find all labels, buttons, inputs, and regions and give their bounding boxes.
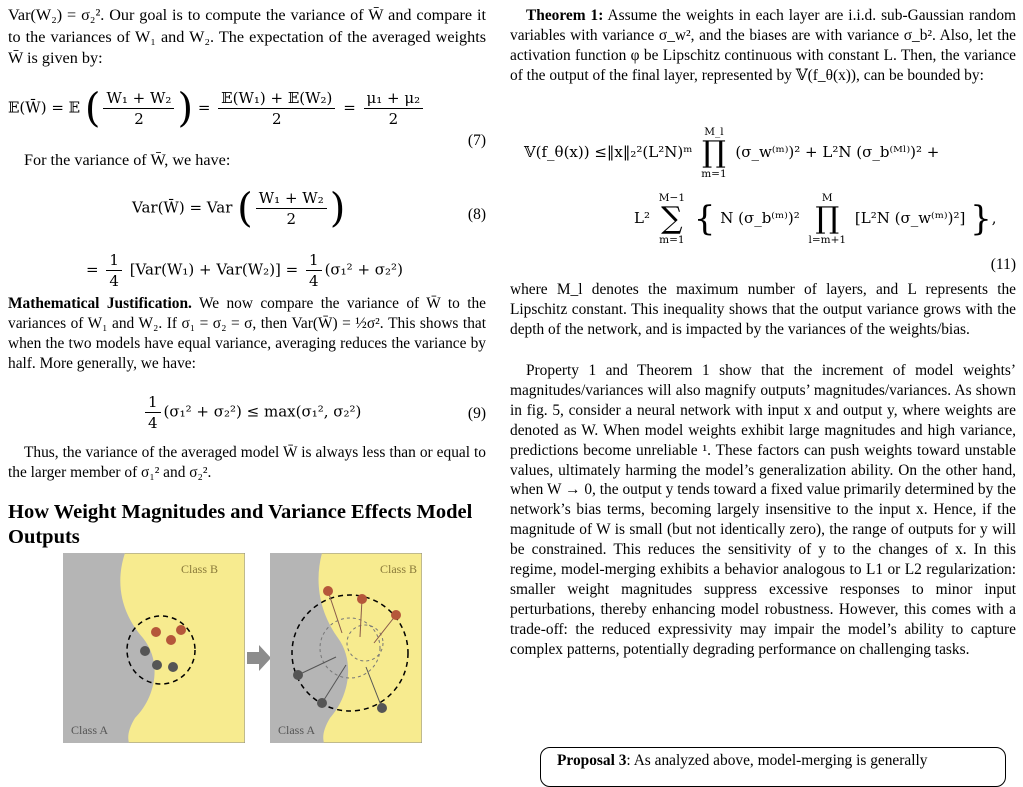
eq8b-q1-den: 4 xyxy=(109,272,119,290)
panel1-gray-dot xyxy=(168,662,178,672)
eq9-den: 4 xyxy=(148,414,158,432)
proposal-body: : As analyzed above, model-merging is generally xyxy=(626,752,928,769)
thus-paragraph: Thus, the variance of the averaged model W̄ is always less than or equal to the larger member of σ₁² and σ₂². xyxy=(8,444,486,481)
eq8b-eq-sign: = xyxy=(86,260,99,279)
panel2-red-dot xyxy=(323,586,333,596)
panel2-class-b-label: Class B xyxy=(380,562,418,576)
intro-paragraph: Var(W₂) = σ₂². Our goal is to compute the variance of W̄ and compare it to the variances of W₁ and W₂. The expectation of the averaged weights W̄ is given by: xyxy=(8,6,486,68)
eq11-prod1-bottom: m=1 xyxy=(701,168,727,180)
math-justification-title: Mathematical Justification. xyxy=(8,295,192,312)
panel2-gray-dot xyxy=(317,698,327,708)
variance-intro: For the variance of W̄, we have: xyxy=(24,151,231,169)
eq7-frac1-num: W₁ + W₂ xyxy=(103,88,174,109)
property-paragraph: Property 1 and Theorem 1 show that the increment of model weights’ magnitudes/variances will also magnify outputs’ magnitudes/variances. As shown in fig. 5, consider a neural network with input x and output y, where weights are denoted as W. When model weights exhibit large magnitudes and high variance, predictions become unreliable ¹. These factors can push weights toward unstable values, ultimately harming the model’s generalization ability. On the other hand, when W → 0, the output y tends toward a fixed value primarily determined by the network’s bias terms, becoming largely insensitive to the input x. Hence, if the magnitude of W is small (but not identically zero), the range of outputs for y will be constrained. This reduces the sensitivity of y to the changes of x. In this regime, model-merging exhibits a behavior analogous to L1 or L2 regularization: smaller weight magnitudes suppress excessive responses to minor input perturbations, thereby enhancing model robustness. However, this comes with a trade-off: the reduced expressivity may impair the model’s ability to capture complex patterns, potentially degrading performance on challenging tasks. xyxy=(510,362,1016,658)
panel1-gray-dot xyxy=(152,660,162,670)
equation-7: 𝔼(W̄) = 𝔼 ( $\frac{\text{W₁ + W₂}}{2}$ ) = $\frac{\text{𝔼(W₁) + 𝔼(W₂)}}{2}$ = $\frac{\text{μ₁ + μ₂}}{2}$ xyxy=(8,88,426,129)
eq8b-tail: (σ₁² + σ₂²) xyxy=(324,260,403,279)
eq7-frac2-den: 2 xyxy=(272,110,282,128)
equation-11-line1: 𝕍(f_θ(x)) ≤‖x‖₂²(L²N)ᵐ M_l ∏ m=1 (σ_w⁽ᵐ⁾)² + L²N (σ_b⁽ᴹˡ⁾)² + xyxy=(524,126,940,180)
eq7-frac3-num: μ₁ + μ₂ xyxy=(364,88,424,109)
panel2-class-a-label: Class A xyxy=(278,723,316,737)
eq8-den: 2 xyxy=(286,210,297,228)
theorem-title: Theorem 1: xyxy=(526,7,604,24)
eq8b-q2-num: 1 xyxy=(306,250,322,271)
eq11-number: (11) xyxy=(990,256,1016,273)
eq11-line1-tail: ² + xyxy=(916,143,940,161)
equation-11-line2: L² M−1 ∑ m=1 { N (σ_b⁽ᵐ⁾)² M ∏ l=m+1 [L²N (σ_w⁽ᵐ⁾)²] }, xyxy=(634,192,997,246)
panel2-red-dot xyxy=(357,594,367,604)
theorem-body: Assume the weights in each layer are i.i.d. sub-Gaussian random variables with variance σ_w², and the biases are with variance σ_b². Also, let the activation function φ be Lipschitz continuous with constant L. Then, the variance of the output of the final layer, represented by 𝕍(f_θ(x)), can be bounded by: xyxy=(510,7,1016,84)
panel1-class-a-label: Class A xyxy=(71,723,109,737)
where-paragraph: where M_l denotes the maximum number of layers, and L represents the Lipschitz constant. This inequality shows that the output variance grows with the depth of the network, and is impacted by the variances of the weights/bias. xyxy=(510,281,1016,338)
eq11-prod2-top: M xyxy=(821,192,833,204)
proposal-title: Proposal 3 xyxy=(557,752,627,769)
equation-9 xyxy=(142,392,361,433)
eq7-frac2-num: 𝔼(W₁) + 𝔼(W₂) xyxy=(218,88,335,109)
panel1-class-b-label: Class B xyxy=(181,562,219,576)
eq8b-q1-num: 1 xyxy=(106,250,122,271)
eq8b-middle: [Var(W₁) + Var(W₂)] = xyxy=(129,260,299,279)
eq7-frac3-den: 2 xyxy=(388,110,399,128)
figure-panel-before xyxy=(63,553,245,743)
theorem-paragraph xyxy=(510,6,1016,86)
eq11-sum-top: M−1 xyxy=(658,192,685,204)
eq7-lhs: 𝔼(W̄) = 𝔼 xyxy=(8,98,81,117)
arrow-icon xyxy=(245,643,273,673)
eq11-line1-mid: (σ_w⁽ᵐ⁾)² + L²N xyxy=(735,143,852,161)
eq7-number: (7) xyxy=(467,132,486,149)
panel2-red-dot xyxy=(391,610,401,620)
panel1-gray-dot xyxy=(140,646,150,656)
eq7-frac1-den: 2 xyxy=(134,110,144,128)
proposal-box xyxy=(540,747,1006,787)
eq11-sum-bottom: m=1 xyxy=(659,234,685,246)
figure-panel-after xyxy=(270,553,422,743)
eq11-line1-lhs: 𝕍(f_θ(x)) ≤‖x‖₂²(L²N)ᵐ xyxy=(524,143,693,161)
eq11-line1-paren: (σ_b⁽ᴹˡ⁾) xyxy=(856,143,917,161)
panel2-gray-dot xyxy=(377,703,387,713)
eq8b-q2-den: 4 xyxy=(309,272,319,290)
eq9-tail: (σ₁² + σ₂²) ≤ max(σ₁², σ₂²) xyxy=(163,402,362,421)
eq11-line2-a: N (σ_b⁽ᵐ⁾)² xyxy=(720,209,800,227)
panel1-red-dot xyxy=(166,635,176,645)
panel1-red-dot xyxy=(176,625,186,635)
eq11-line2-lead: L² xyxy=(634,209,650,227)
eq11-line2-end: , xyxy=(991,209,997,227)
math-justification-paragraph xyxy=(8,294,486,374)
eq9-num: 1 xyxy=(145,392,161,413)
equation-8: Var(W̄) = Var ( $\frac{\text{W₁ + W₂}}{2}$ ) xyxy=(132,185,346,232)
equation-8-continued xyxy=(86,250,403,291)
eq11-prod2-bottom: l=m+1 xyxy=(808,234,847,246)
eq9-number: (9) xyxy=(467,405,486,422)
eq8-number: (8) xyxy=(467,206,486,223)
panel1-red-dot xyxy=(151,627,161,637)
eq11-prod1-top: M_l xyxy=(704,126,724,138)
panel2-gray-dot xyxy=(293,670,303,680)
eq8-lhs: Var(W̄) = Var xyxy=(132,198,233,217)
eq8-num: W₁ + W₂ xyxy=(256,188,327,209)
section-title: How Weight Magnitudes and Variance Effects Model Outputs xyxy=(8,501,473,548)
eq11-line2-b: [L²N (σ_w⁽ᵐ⁾)²] xyxy=(854,209,966,227)
math-justification-body: We now compare the variance of W̄ to the variances of W₁ and W₂. If σ₁ = σ₂ = σ, then Var(W̄) = ½σ². This shows that when the two models have equal variance, averaging reduces the variance by half. More generally, we have: xyxy=(8,295,486,372)
